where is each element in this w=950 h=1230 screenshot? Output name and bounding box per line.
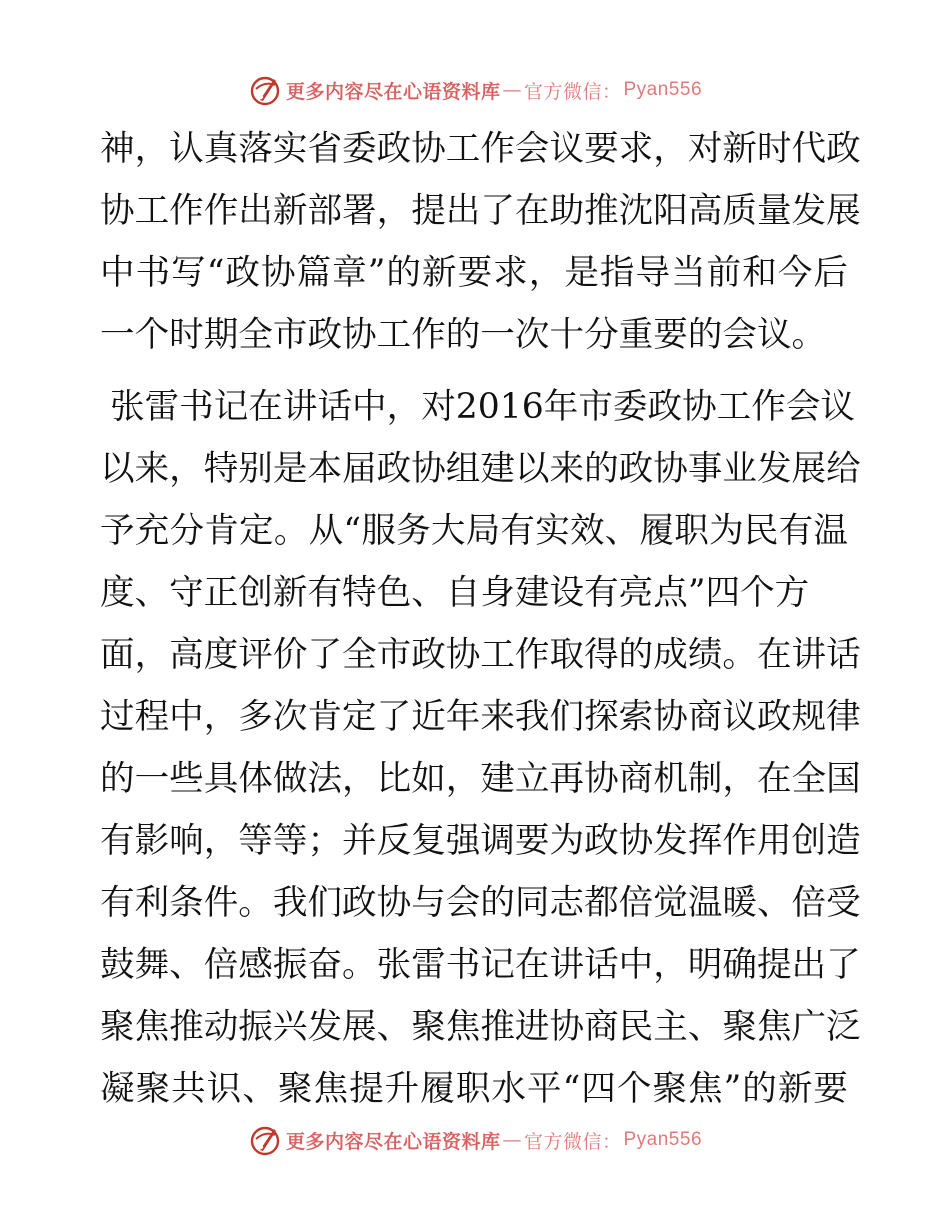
banner-wechat-handle: Pyan556 xyxy=(623,1129,703,1150)
footer-banner xyxy=(0,1120,950,1160)
paragraph xyxy=(100,376,861,1120)
banner-brand-text: 更多内容尽在心语资料库 xyxy=(285,1130,501,1153)
text-line: 过程中，多次肯定了近年来我们探索协商议政规律 xyxy=(100,697,861,737)
banner-official-label: 官方微信： xyxy=(523,80,622,103)
red-quill-globe-icon xyxy=(248,1123,282,1157)
text-line: 神，认真落实省委政协工作会议要求，对新时代政 xyxy=(100,129,861,169)
paragraph xyxy=(100,118,861,366)
banner-dash: — xyxy=(502,1129,522,1151)
banner-dash: — xyxy=(502,79,522,101)
text-line: 聚焦推动振兴发展、聚焦推进协商民主、聚焦广泛 xyxy=(100,1007,861,1047)
body-text xyxy=(100,118,861,1120)
red-quill-globe-icon xyxy=(248,73,282,107)
banner-brand-text: 更多内容尽在心语资料库 xyxy=(285,80,501,103)
text-line: 有利条件。我们政协与会的同志都倍觉温暖、倍受 xyxy=(100,883,861,923)
text-line: 协工作作出新部署，提出了在助推沈阳高质量发展 xyxy=(100,191,861,231)
text-line: 鼓舞、倍感振奋。张雷书记在讲话中，明确提出了 xyxy=(100,945,861,985)
text-line: 面，高度评价了全市政协工作取得的成绩。在讲话 xyxy=(100,635,861,675)
text-line: 度、守正创新有特色、自身建设有亮点”四个方 xyxy=(100,573,810,613)
text-line: 中书写“政协篇章”的新要求，是指导当前和今后 xyxy=(100,253,848,293)
text-line: 一个时期全市政协工作的一次十分重要的会议。 xyxy=(100,315,827,355)
banner-official-label: 官方微信： xyxy=(523,1130,622,1153)
text-line: 张雷书记在讲话中，对2016年市委政协工作会议 xyxy=(110,387,855,427)
text-line: 有影响，等等；并反复强调要为政协发挥作用创造 xyxy=(100,821,861,861)
banner-wechat-handle: Pyan556 xyxy=(623,79,703,100)
text-line: 以来，特别是本届政协组建以来的政协事业发展给 xyxy=(100,449,861,489)
header-banner xyxy=(0,70,950,110)
text-line: 的一些具体做法，比如，建立再协商机制，在全国 xyxy=(100,759,861,799)
text-line: 予充分肯定。从“服务大局有实效、履职为民有温 xyxy=(100,511,848,551)
text-line: 凝聚共识、聚焦提升履职水平“四个聚焦”的新要 xyxy=(100,1069,848,1109)
